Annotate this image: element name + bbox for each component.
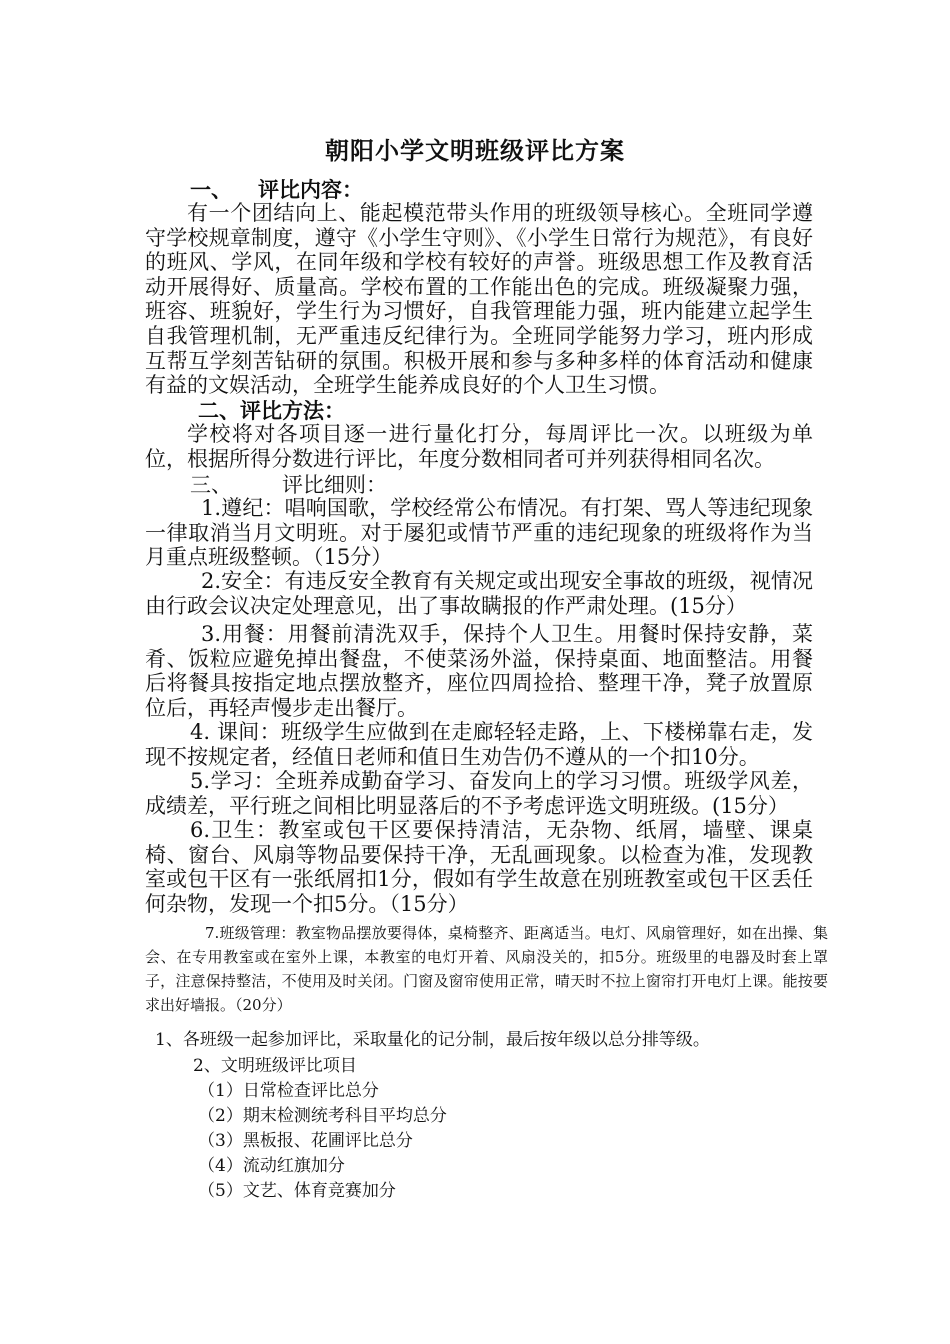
rule-item-dining: 3.用餐：用餐前清洗双手，保持个人卫生。用餐时保持安静，菜肴、饭粒应避免掉出餐盘，不使菜汤外溢，保持桌面、地面整洁。用餐后将餐具按指定地点摆放整齐，座位四周捡拾、整理干净，凳子放置原位后，再轻声慢步走出餐厅。 xyxy=(145,622,813,720)
rule-item-safety: 2.安全：有违反安全教育有关规定或出现安全事故的班级，视情况由行政会议决定处理意见，出了事故瞒报的作严肃处理。(15分） xyxy=(145,569,813,618)
section2-paragraph: 学校将对各项目逐一进行量化打分，每周评比一次。以班级为单位，根据所得分数进行评比，年度分数相同者可并列获得相同名次。 xyxy=(145,422,813,471)
rule-item-hygiene: 6.卫生：教室或包干区要保持清洁，无杂物、纸屑，墙壁、课桌椅、窗台、风扇等物品要保持干净，无乱画现象。以检查为准，发现教室或包干区有一张纸屑扣1分，假如有学生故意在别班教室或包干区丢任何杂物，发现一个扣5分。（15分） xyxy=(145,818,813,916)
rule-item-discipline: 1.遵纪：唱响国歌，学校经常公布情况。有打架、骂人等违纪现象一律取消当月文明班。对于屡犯或情节严重的违纪现象的班级将作为当月重点班级整顿。（15分） xyxy=(145,496,813,570)
rule-item-recess: 4. 课间：班级学生应做到在走廊轻轻走路，上、下楼梯靠右走，发现不按规定者，经值日老师和值日生劝告仍不遵从的一个扣10分。 xyxy=(145,720,813,769)
evaluation-subitem: （5）文艺、体育竞赛加分 xyxy=(198,1181,396,1201)
section3-title: 评比细则： xyxy=(282,473,387,497)
section1-number: 一、 xyxy=(190,177,232,202)
evaluation-subitem: （3）黑板报、花圃评比总分 xyxy=(198,1131,413,1151)
evaluation-subitem: （1）日常检查评比总分 xyxy=(198,1081,379,1101)
evaluation-subitem: （2）期末检测统考科目平均总分 xyxy=(198,1106,447,1126)
section1-title: 评比内容： xyxy=(258,177,363,202)
evaluation-line-2: 2、文明班级评比项目 xyxy=(193,1056,357,1076)
rule-item-study: 5.学习：全班养成勤奋学习、奋发向上的学习习惯。班级学风差，成绩差，平行班之间相比明显落后的不予考虑评选文明班级。(15分） xyxy=(145,769,813,818)
section3-heading xyxy=(190,471,387,499)
document-title: 朝阳小学文明班级评比方案 xyxy=(325,136,625,165)
evaluation-subitem: （4）流动红旗加分 xyxy=(198,1156,345,1176)
evaluation-line-1: 1、各班级一起参加评比，采取量化的记分制，最后按年级以总分排等级。 xyxy=(155,1030,710,1050)
section1-paragraph: 有一个团结向上、能起模范带头作用的班级领导核心。全班同学遵守学校规章制度，遵守《小学生守则》、《小学生日常行为规范》，有良好的班风、学风，在同年级和学校有较好的声誉。班级思想工作及教育活动开展得好、质量高。学校布置的工作能出色的完成。班级凝聚力强，班容、班貌好，学生行为习惯好，自我管理能力强，班内能建立起学生自我管理机制，无严重违反纪律行为。全班同学能努力学习，班内形成互帮互学刻苦钻研的氛围。积极开展和参与多种多样的体育活动和健康有益的文娱活动，全班学生能养成良好的个人卫生习惯。 xyxy=(145,201,813,398)
section3-number: 三、 xyxy=(190,473,232,497)
rule-item-class-management: 7.班级管理：教室物品摆放要得体，桌椅整齐、距离适当。电灯、风扇管理好，如在出操、集会、在专用教室或在室外上课，本教室的电灯开着、风扇没关的，扣5分。班级里的电器及时套上罩子，注意保持整洁，不使用及时关闭。门窗及窗帘使用正常，晴天时不拉上窗帘打开电灯上课。能按要求出好墙报。（20分） xyxy=(145,924,828,1014)
section1-heading xyxy=(190,176,363,204)
section2-heading: 二、评比方法： xyxy=(198,398,345,423)
